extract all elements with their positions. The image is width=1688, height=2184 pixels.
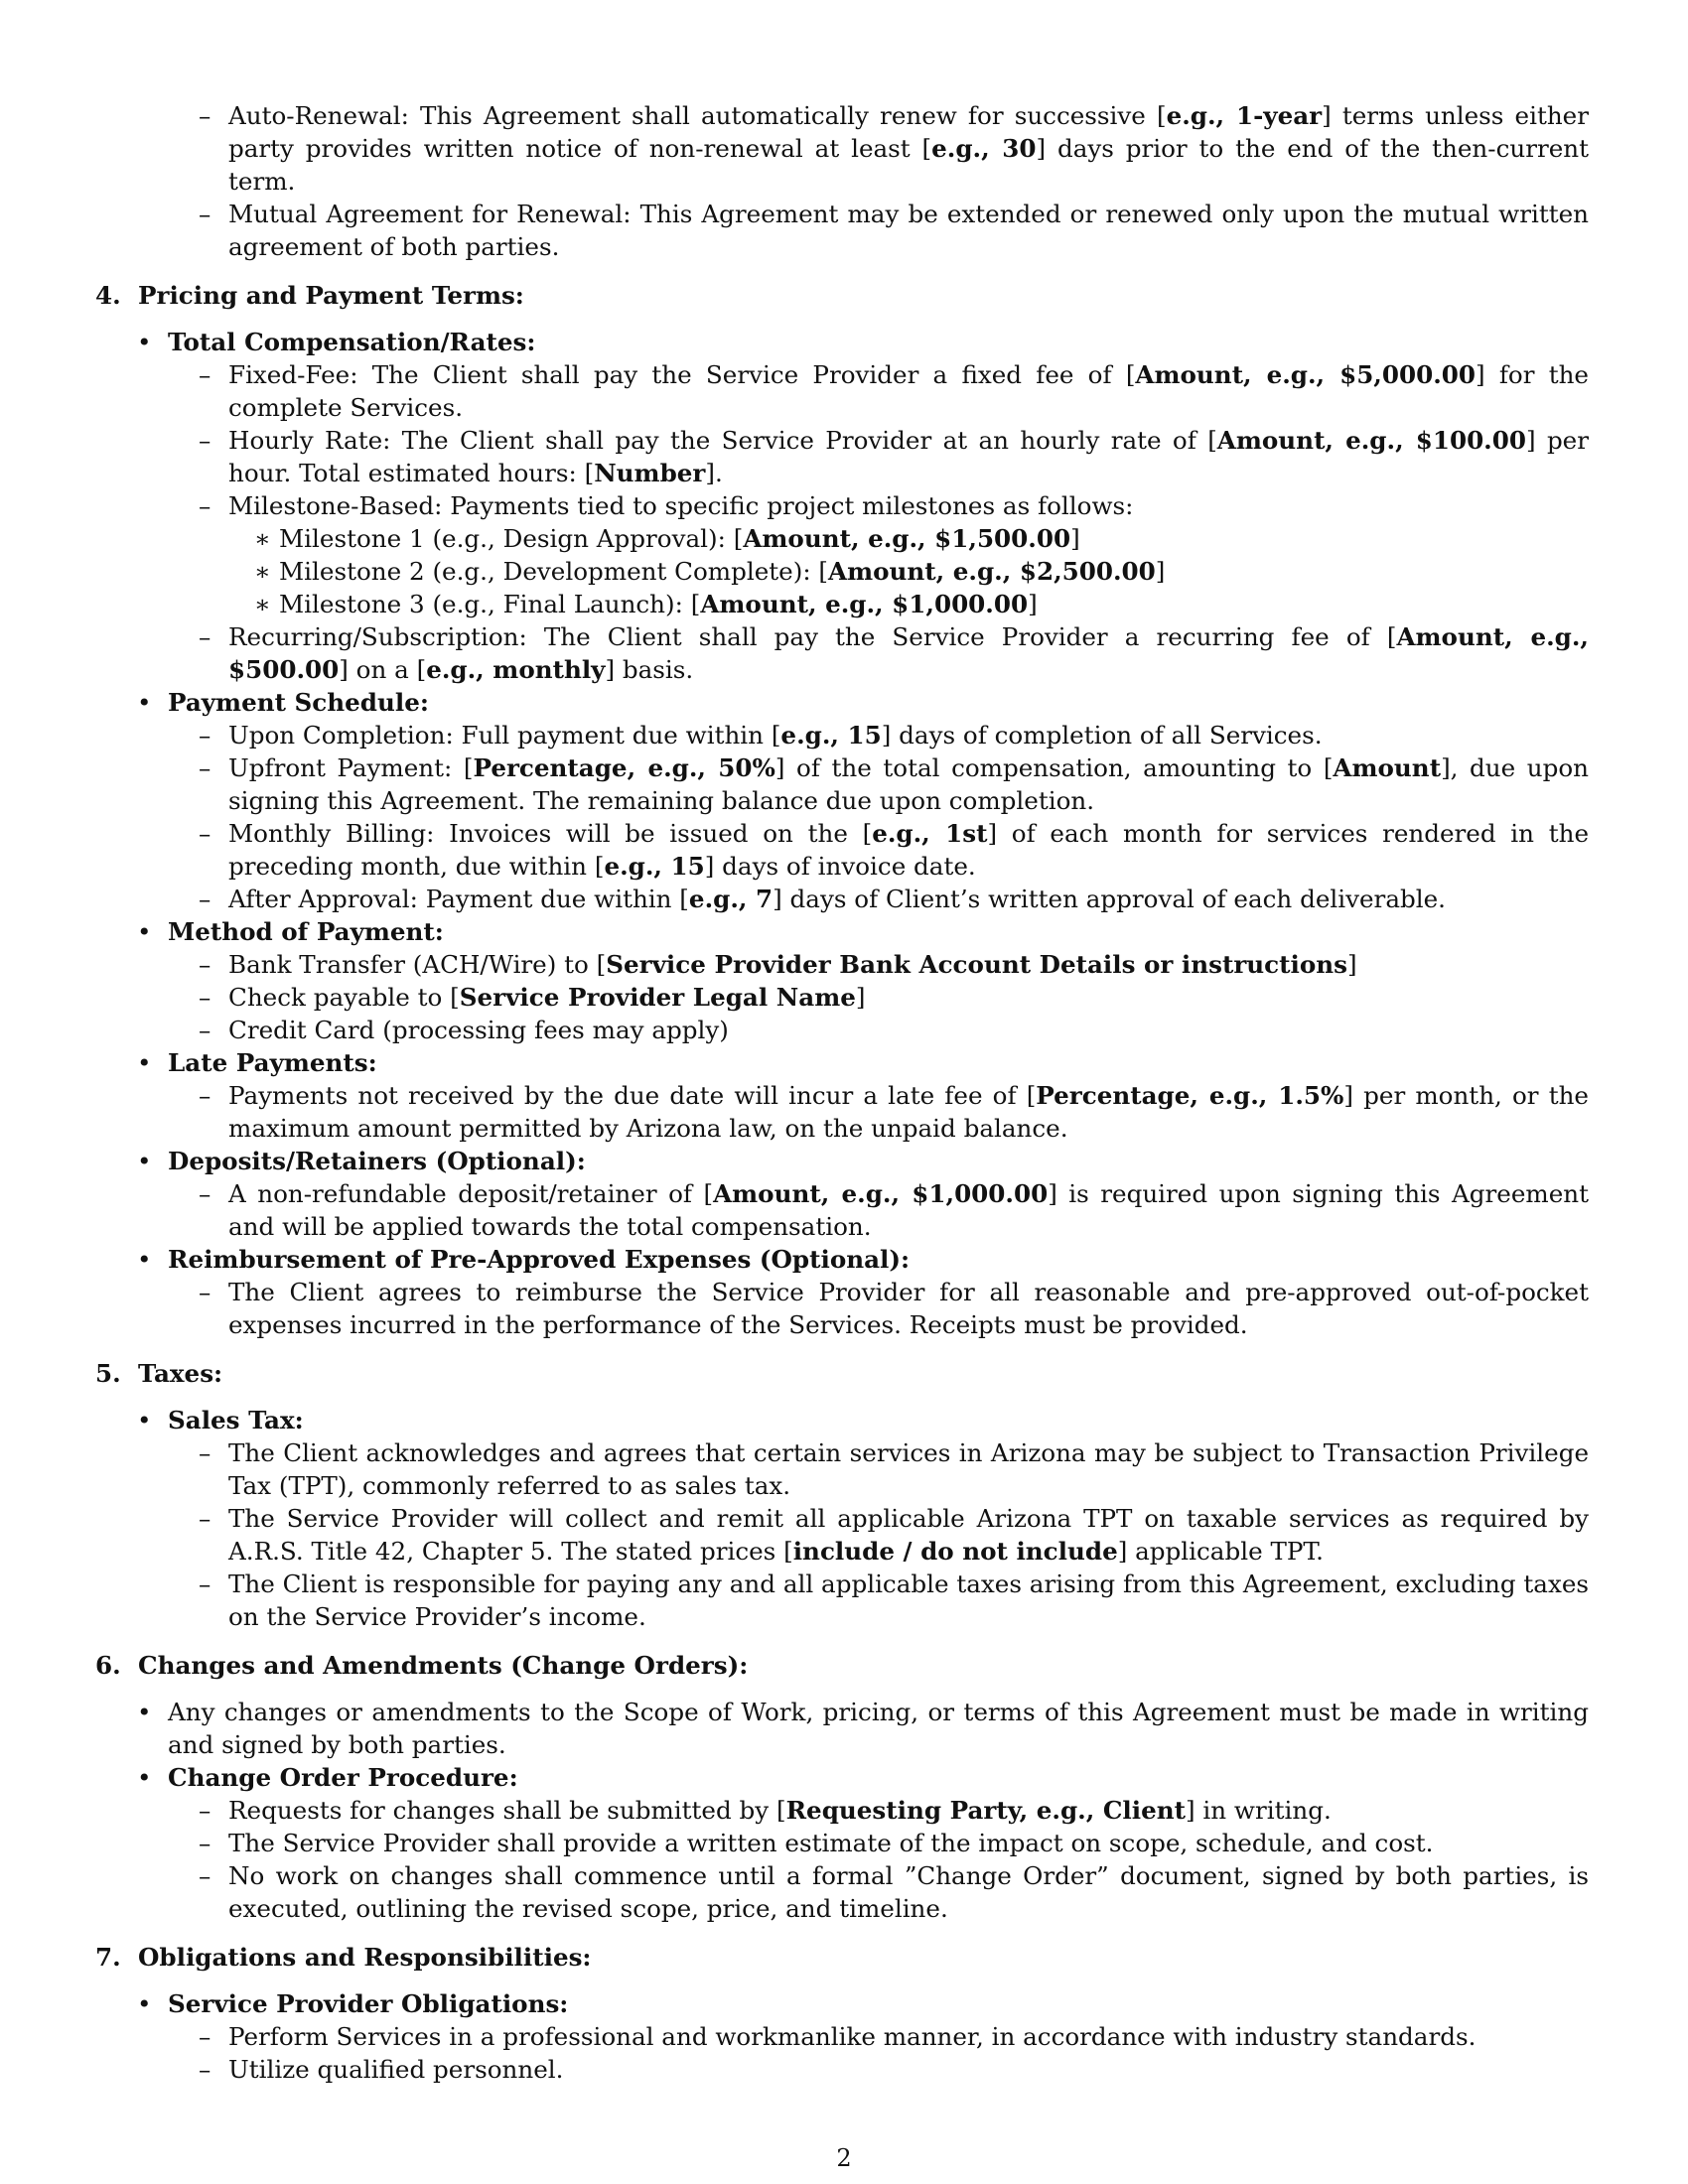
upfront-payment-item: – Upfront Payment: [Percentage, e.g., 50%] of the total compensation, amounting to [Amount], due upon signing this Agreement. The remaining balance due upon completion. bbox=[199, 753, 1589, 815]
page-content bbox=[95, 99, 1589, 2086]
change-request-item: – Requests for changes shall be submitted by [Requesting Party, e.g., Client] in writing. bbox=[199, 1796, 1332, 1825]
reimbursement-heading: • Reimbursement of Pre-Approved Expenses (Optional): bbox=[137, 1245, 911, 1274]
reimbursement-item: – The Client agrees to reimburse the Service Provider for all reasonable and pre-approved out-of-pocket expenses incurred in the performance of the Services. Receipts must be provided. bbox=[199, 1278, 1589, 1339]
dash-marker: – bbox=[199, 101, 211, 130]
payment-schedule-heading: • Payment Schedule: bbox=[137, 688, 429, 717]
auto-renewal-item: – Auto-Renewal: This Agreement shall automatically renew for successive [e.g., 1-year] terms unless either party provides written notice of non-renewal at least [e.g., 30] days prior to the end of the then-current term. bbox=[199, 101, 1589, 196]
written-estimate-item: – The Service Provider shall provide a written estimate of the impact on scope, schedule, and cost. bbox=[199, 1829, 1434, 1857]
section-4-heading: 4. Pricing and Payment Terms: bbox=[95, 281, 524, 310]
bullet-marker: • bbox=[137, 328, 152, 356]
monthly-billing-item: – Monthly Billing: Invoices will be issued on the [e.g., 1st] of each month for services rendered in the preceding month, due within [e.g., 15] days of invoice date. bbox=[199, 819, 1589, 881]
check-payable-item: – Check payable to [Service Provider Legal Name] bbox=[199, 983, 866, 1012]
milestone-3-item: ∗ Milestone 3 (e.g., Final Launch): [Amount, e.g., $1,000.00] bbox=[254, 590, 1038, 618]
tpt-item: – The Client acknowledges and agrees that certain services in Arizona may be subject to Transaction Privilege Tax (TPT), commonly referred to as sales tax. bbox=[199, 1438, 1589, 1500]
client-taxes-item: – The Client is responsible for paying any and all applicable taxes arising from this Agreement, excluding taxes on the Service Provider’s income. bbox=[199, 1570, 1589, 1631]
changes-in-writing-item: • Any changes or amendments to the Scope of Work, pricing, or terms of this Agreement must be made in writing and signed by both parties. bbox=[137, 1698, 1589, 1759]
section-6-heading: 6. Changes and Amendments (Change Orders): bbox=[95, 1651, 749, 1680]
milestone-1-item: ∗ Milestone 1 (e.g., Design Approval): [Amount, e.g., $1,500.00] bbox=[254, 524, 1080, 553]
dash-marker: – bbox=[199, 200, 211, 228]
method-of-payment-heading: • Method of Payment: bbox=[137, 917, 444, 946]
mutual-renewal-item: – Mutual Agreement for Renewal: This Agreement may be extended or renewed only upon the mutual written agreement of both parties. bbox=[199, 200, 1589, 261]
perform-services-item: – Perform Services in a professional and workmanlike manner, in accordance with industry standards. bbox=[199, 2022, 1477, 2051]
recurring-item: – Recurring/Subscription: The Client shall pay the Service Provider a recurring fee of [Amount, e.g., $500.00] on a [e.g., monthly] basis. bbox=[199, 622, 1589, 684]
milestone-based-item: – Milestone-Based: Payments tied to specific project milestones as follows: bbox=[199, 491, 1134, 520]
sales-tax-heading: • Sales Tax: bbox=[137, 1406, 304, 1434]
service-provider-obligations-heading: • Service Provider Obligations: bbox=[137, 1989, 569, 2018]
hourly-rate-item: – Hourly Rate: The Client shall pay the Service Provider at an hourly rate of [Amount, e.g., $100.00] per hour. Total estimated hours: [Number]. bbox=[199, 426, 1589, 487]
deposits-heading: • Deposits/Retainers (Optional): bbox=[137, 1147, 586, 1175]
credit-card-item: – Credit Card (processing fees may apply) bbox=[199, 1016, 729, 1044]
no-work-item: – No work on changes shall commence until a formal ”Change Order” document, signed by both parties, is executed, outlining the revised scope, price, and timeline. bbox=[199, 1861, 1589, 1923]
deposit-item: – A non-refundable deposit/retainer of [Amount, e.g., $1,000.00] is required upon signing this Agreement and will be applied towards the total compensation. bbox=[199, 1179, 1589, 1241]
change-order-procedure-heading: • Change Order Procedure: bbox=[137, 1763, 518, 1792]
qualified-personnel-item: – Utilize qualified personnel. bbox=[199, 2055, 564, 2084]
after-approval-item: – After Approval: Payment due within [e.g., 7] days of Client’s written approval of each deliverable. bbox=[199, 885, 1446, 913]
late-payments-heading: • Late Payments: bbox=[137, 1048, 377, 1077]
bank-transfer-item: – Bank Transfer (ACH/Wire) to [Service Provider Bank Account Details or instructions] bbox=[199, 950, 1357, 979]
upon-completion-item: – Upon Completion: Full payment due within [e.g., 15] days of completion of all Services. bbox=[199, 721, 1323, 750]
section-7-heading: 7. Obligations and Responsibilities: bbox=[95, 1943, 592, 1972]
milestone-2-item: ∗ Milestone 2 (e.g., Development Complete): [Amount, e.g., $2,500.00] bbox=[254, 557, 1166, 586]
late-fee-item: – Payments not received by the due date will incur a late fee of [Percentage, e.g., 1.5%] per month, or the maximum amount permitted by Arizona law, on the unpaid balance. bbox=[199, 1081, 1589, 1143]
total-compensation-heading: • Total Compensation/Rates: bbox=[137, 328, 536, 356]
fixed-fee-item: – Fixed-Fee: The Client shall pay the Service Provider a fixed fee of [Amount, e.g., $5,000.00] for the complete Services. bbox=[199, 360, 1589, 422]
section-5-heading: 5. Taxes: bbox=[95, 1359, 223, 1388]
remit-tpt-item: – The Service Provider will collect and remit all applicable Arizona TPT on taxable services as required by A.R.S. Title 42, Chapter 5. The stated prices [include / do not include] applicable TPT. bbox=[199, 1504, 1589, 1566]
page-number: 2 bbox=[836, 2144, 852, 2172]
